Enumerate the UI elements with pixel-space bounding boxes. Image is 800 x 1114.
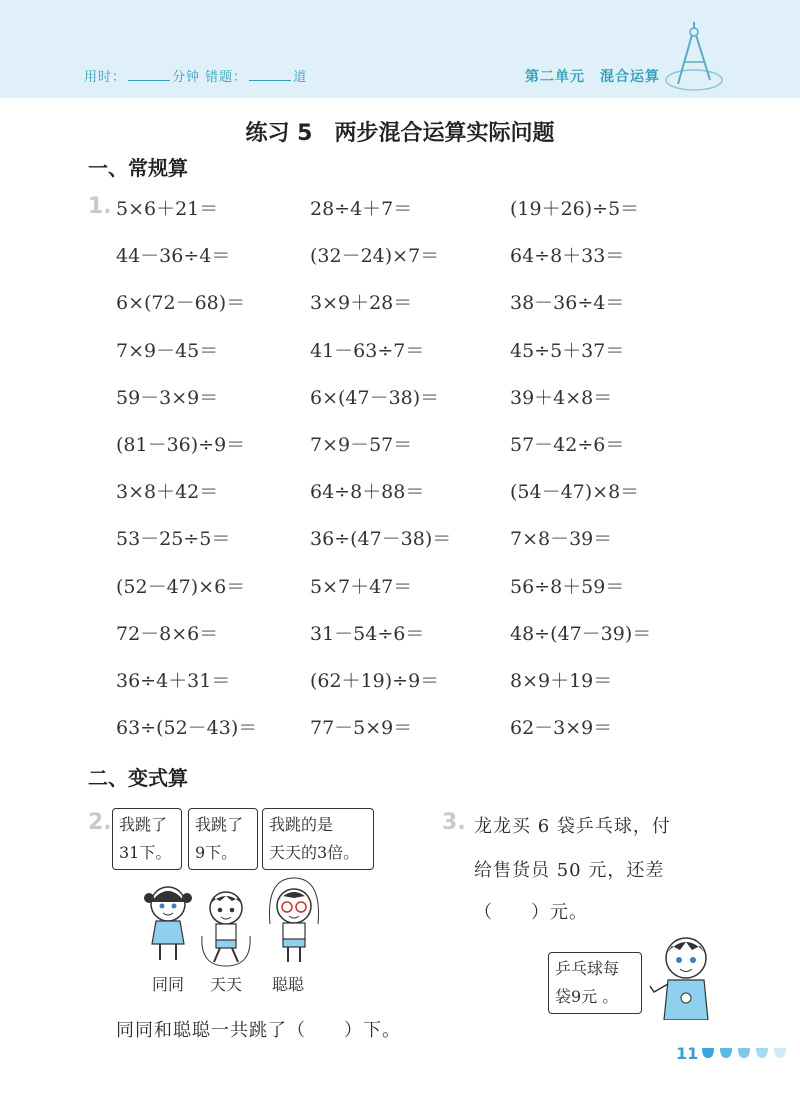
question-3-line-3: （ ）元。 (474, 902, 588, 923)
child-tongtong-figure (144, 887, 192, 960)
equation-item: 7×9－57＝ (310, 434, 413, 456)
equation-item: (62＋19)÷9＝ (310, 670, 440, 692)
minutes-label: 分钟 (172, 70, 201, 85)
page-header (0, 0, 800, 98)
equation-item: 28÷4＋7＝ (310, 198, 413, 220)
bubble-line: 9下。 (195, 843, 238, 862)
bubble-line: 天天的3倍。 (269, 843, 360, 862)
page-decoration-dots (700, 1046, 790, 1060)
equation-item: 77－5×9＝ (310, 717, 413, 739)
equation-item: 6×(72－68)＝ (116, 292, 246, 314)
equation-item: 31－54÷6＝ (310, 623, 425, 645)
name-tongtong: 同同 (152, 975, 185, 994)
equation-item: (19＋26)÷5＝ (510, 198, 640, 220)
question-3-line-1: 龙龙买 6 袋乒乓球，付 (474, 816, 671, 837)
equation-item: 5×7＋47＝ (310, 576, 413, 598)
equation-item: 38－36÷4＝ (510, 292, 625, 314)
equation-item: 39＋4×8＝ (510, 387, 613, 409)
equation-item: 64÷8＋88＝ (310, 481, 425, 503)
equation-item: 53－25÷5＝ (116, 528, 231, 550)
equation-item: 36÷4＋31＝ (116, 670, 231, 692)
equation-item: 36÷(47－38)＝ (310, 528, 452, 550)
speech-bubble-price (548, 952, 642, 1014)
equation-item: 44－36÷4＝ (116, 245, 231, 267)
equation-item: 5×6＋21＝ (116, 198, 219, 220)
equation-item: 64÷8＋33＝ (510, 245, 625, 267)
question-3-line-2: 给售货员 50 元，还差 (474, 860, 665, 881)
equation-item: 62－3×9＝ (510, 717, 613, 739)
child-congcong-figure (270, 878, 319, 962)
name-congcong: 聪聪 (272, 975, 305, 994)
unit-title: 第二单元 混合运算 (525, 69, 660, 85)
equation-item: 8×9＋19＝ (510, 670, 613, 692)
speech-bubble-congcong (262, 808, 374, 870)
equation-item: 45÷5＋37＝ (510, 340, 625, 362)
equation-item: 3×8＋42＝ (116, 481, 219, 503)
items-label: 道 (293, 70, 308, 85)
equation-item: 72－8×6＝ (116, 623, 219, 645)
equation-item: (32－24)×7＝ (310, 245, 440, 267)
equation-item: 63÷(52－43)＝ (116, 717, 258, 739)
page-number: 11 (676, 1044, 699, 1063)
section-title-variant: 二、变式算 (88, 766, 188, 790)
equation-item: (81－36)÷9＝ (116, 434, 246, 456)
child-tiantian-figure (202, 892, 250, 966)
equation-item: 7×8－39＝ (510, 528, 613, 550)
errors-label: 错题： (205, 70, 248, 85)
equation-item: 57－42÷6＝ (510, 434, 625, 456)
equation-item: 48÷(47－39)＝ (510, 623, 652, 645)
bubble-line: 乒乓球每 (555, 959, 620, 978)
equation-item: (54－47)×8＝ (510, 481, 640, 503)
equation-item: 56÷8＋59＝ (510, 576, 625, 598)
bubble-line: 我跳了 (195, 815, 244, 834)
name-tiantian: 天天 (210, 975, 243, 994)
boy-longlong-illustration (646, 928, 718, 1020)
minutes-blank[interactable] (128, 68, 170, 81)
equation-item: 6×(47－38)＝ (310, 387, 440, 409)
bubble-line: 我跳的是 (269, 815, 334, 834)
bubble-line: 袋9元 。 (555, 987, 619, 1006)
question-2-prompt: 同同和聪聪一共跳了（ ）下。 (116, 1020, 401, 1041)
question-number-3: 3. (442, 810, 466, 835)
time-label: 用时： (84, 70, 127, 85)
equation-item: (52－47)×6＝ (116, 576, 246, 598)
equation-item: 7×9－45＝ (116, 340, 219, 362)
equation-item: 59－3×9＝ (116, 387, 219, 409)
question-number-2: 2. (88, 810, 112, 835)
exercise-title: 练习 5 两步混合运算实际问题 (245, 121, 555, 146)
compass-icon (662, 22, 726, 96)
time-record-row (84, 66, 307, 85)
section-title-regular: 一、常规算 (88, 156, 188, 180)
children-jumping-rope-illustration (140, 874, 350, 970)
bubble-line: 我跳了 (119, 815, 168, 834)
question-number-1: 1. (88, 194, 112, 219)
equation-item: 3×9＋28＝ (310, 292, 413, 314)
errors-blank[interactable] (249, 68, 291, 81)
bubble-line: 31下。 (119, 843, 172, 862)
speech-bubble-tongtong (112, 808, 182, 870)
equation-item: 41－63÷7＝ (310, 340, 425, 362)
speech-bubble-tiantian (188, 808, 258, 870)
